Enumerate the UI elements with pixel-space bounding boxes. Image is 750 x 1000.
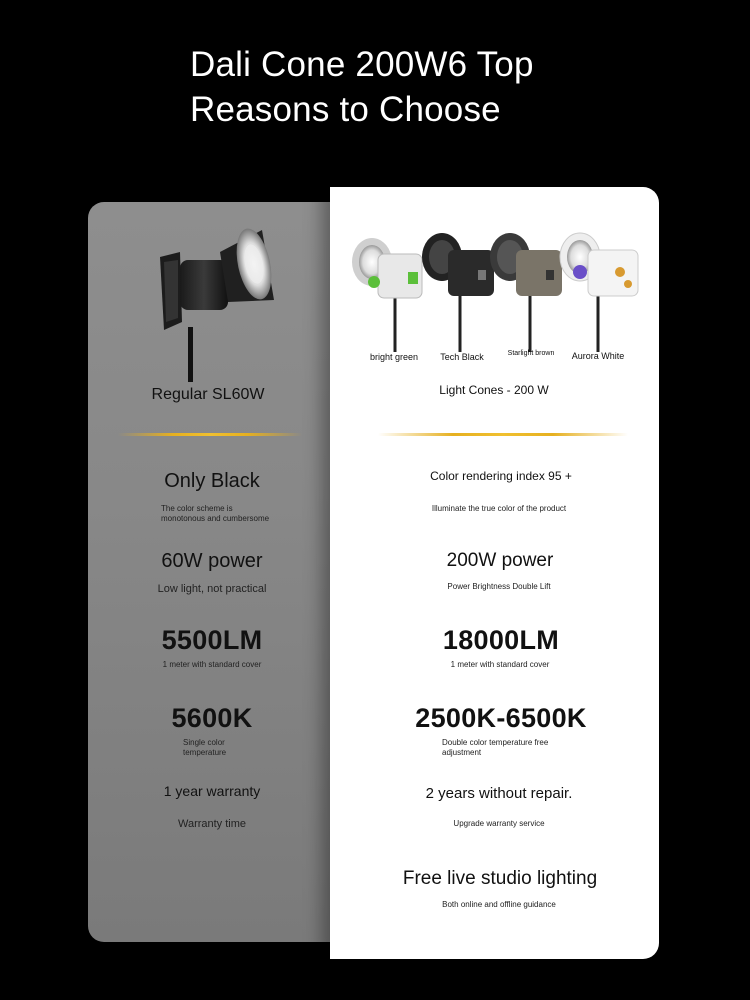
right-studio-title: Free live studio lighting	[402, 868, 598, 889]
right-cri-desc: Illuminate the true color of the product	[431, 504, 567, 513]
page-title-line2: Reasons to Choose	[190, 90, 501, 129]
right-warranty-desc: Upgrade warranty service	[453, 819, 545, 828]
page-title	[190, 42, 534, 132]
right-cri-title: Color rendering index 95 +	[430, 469, 572, 483]
left-color-title: Only Black	[164, 470, 260, 492]
variant-label-tech-black: Tech Black	[440, 352, 484, 362]
right-studio-desc: Both online and offline guidance	[442, 900, 556, 909]
left-power-title: 60W power	[161, 550, 263, 572]
sl60w-light-image	[150, 222, 280, 382]
page-title-line1: Dali Cone 200W6 Top	[190, 45, 534, 84]
left-divider-line	[118, 433, 302, 436]
right-power-title: 200W power	[446, 550, 554, 571]
right-temp-desc: Double color temperature free adjustment	[442, 738, 549, 757]
left-color-desc: The color scheme is monotonous and cumbersome	[161, 504, 270, 523]
right-temp-title: 2500K-6500K	[415, 703, 587, 733]
left-lumen-desc: 1 meter with standard cover	[162, 660, 262, 669]
product-name: Light Cones - 200 W	[439, 383, 549, 397]
right-warranty-title: 2 years without repair.	[425, 785, 573, 802]
right-divider-line	[378, 433, 628, 436]
right-lumen-title: 18000LM	[442, 625, 560, 655]
light-cone-variants-image	[350, 232, 650, 352]
variant-label-bright-green: bright green	[369, 352, 419, 362]
left-lumen-title: 5500LM	[161, 625, 263, 655]
competitor-product-name: Regular SL60W	[151, 386, 265, 403]
left-warranty-desc: Warranty time	[177, 818, 247, 830]
variant-label-starlight-brown: Starlight brown	[507, 350, 555, 357]
variant-label-aurora-white: Aurora White	[571, 351, 625, 361]
left-warranty-title: 1 year warranty	[163, 783, 261, 799]
left-temp-title: 5600K	[171, 703, 253, 733]
right-lumen-desc: 1 meter with standard cover	[450, 660, 550, 669]
right-power-desc: Power Brightness Double Lift	[447, 582, 551, 591]
left-temp-desc: Single color temperature	[183, 738, 227, 757]
left-power-desc: Low light, not practical	[157, 583, 267, 595]
